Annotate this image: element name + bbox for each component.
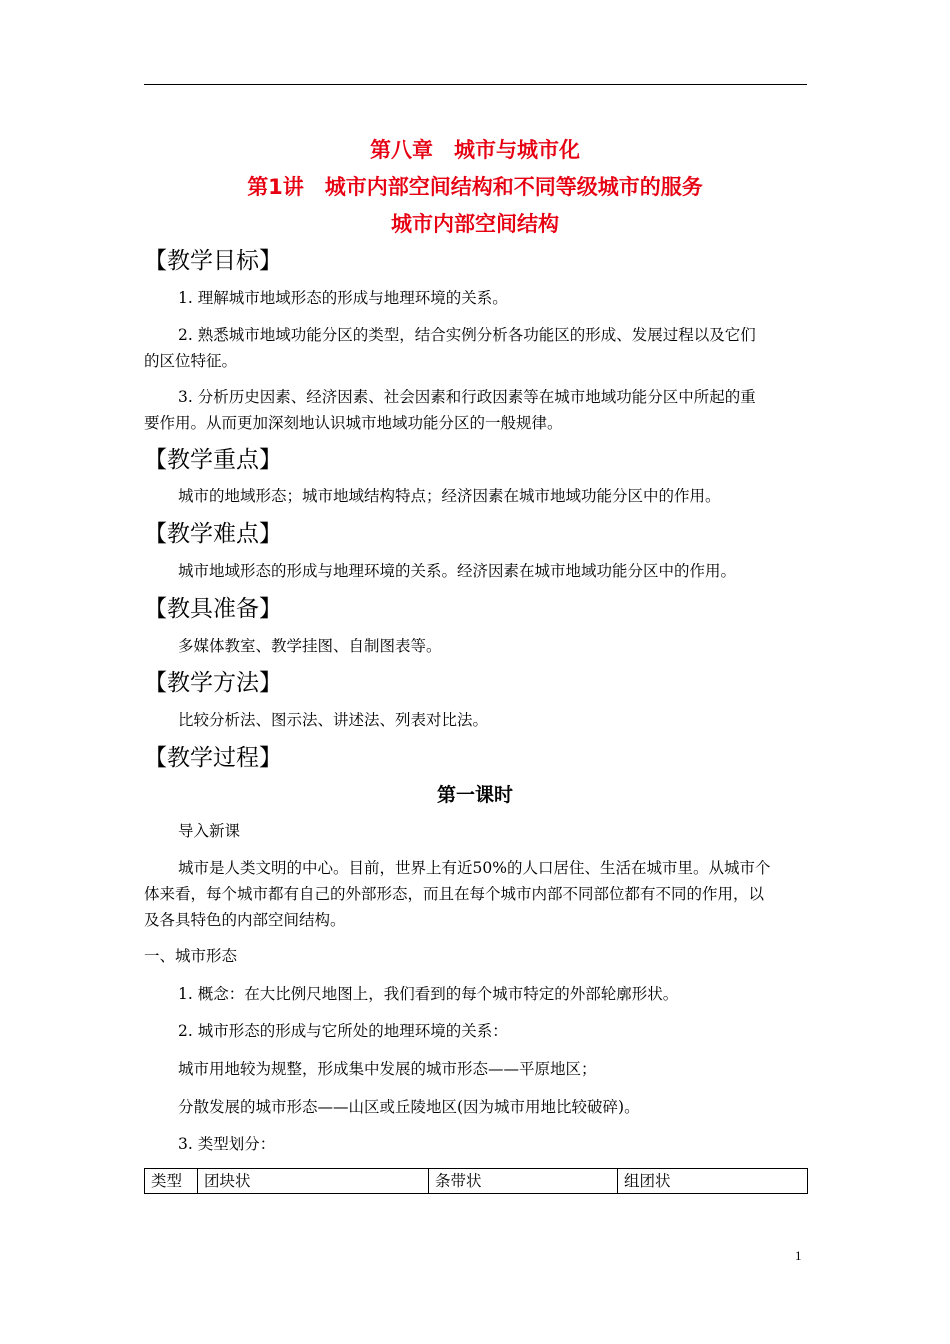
table-cell-type: 类型 (145, 1169, 198, 1194)
topic-title: 城市内部空间结构 (391, 212, 559, 236)
section-methods: 【教学方法】 (144, 670, 282, 696)
table-cell-strip: 条带状 (429, 1169, 618, 1194)
intro-label: 导入新课 (178, 822, 241, 840)
type-table (144, 1168, 808, 1194)
point-2a: 城市用地较为规整，形成集中发展的城市形态——平原地区； (178, 1060, 597, 1078)
section-objectives: 【教学目标】 (144, 248, 282, 274)
table-cell-block: 团块状 (198, 1169, 429, 1194)
objective-3-line1: 3. 分析历史因素、经济因素、社会因素和行政因素等在城市地域功能分区中所起的重 (178, 388, 756, 406)
table-row (145, 1169, 808, 1194)
intro-line-1: 城市是人类文明的中心。目前，世界上有近50%的人口居住、生活在城市里。从城市个 (178, 859, 771, 877)
heading-city-form: 一、城市形态 (144, 947, 238, 965)
point-2: 2. 城市形态的形成与它所处的地理环境的关系： (178, 1022, 508, 1040)
section-key-points: 【教学重点】 (144, 447, 282, 473)
objective-1: 1. 理解城市地域形态的形成与地理环境的关系。 (178, 289, 508, 307)
section-difficulties: 【教学难点】 (144, 521, 282, 547)
difficulties-text: 城市地域形态的形成与地理环境的关系。经济因素在城市地域功能分区中的作用。 (178, 562, 737, 580)
section-materials: 【教具准备】 (144, 596, 282, 622)
point-2b: 分散发展的城市形态——山区或丘陵地区(因为城市用地比较破碎)。 (178, 1098, 640, 1116)
methods-text: 比较分析法、图示法、讲述法、列表对比法。 (178, 711, 489, 729)
intro-line-3: 及各具特色的内部空间结构。 (144, 911, 346, 929)
header-rule (144, 84, 807, 85)
lecture-title: 第1讲 城市内部空间结构和不同等级城市的服务 (247, 175, 703, 199)
materials-text: 多媒体教室、教学挂图、自制图表等。 (178, 637, 442, 655)
chapter-title: 第八章 城市与城市化 (370, 138, 580, 162)
objective-2-line1: 2. 熟悉城市地域功能分区的类型，结合实例分析各功能区的形成、发展过程以及它们 (178, 326, 756, 344)
key-points-text: 城市的地域形态；城市地域结构特点；经济因素在城市地域功能分区中的作用。 (178, 487, 721, 505)
intro-line-2: 体来看，每个城市都有自己的外部形态，而且在每个城市内部不同部位都有不同的作用，以 (144, 885, 765, 903)
page-number: 1 (795, 1248, 802, 1263)
objective-2-line2: 的区位特征。 (144, 352, 238, 370)
point-1: 1. 概念：在大比例尺地图上，我们看到的每个城市特定的外部轮廓形状。 (178, 985, 679, 1003)
objective-3-line2: 要作用。从而更加深刻地认识城市地域功能分区的一般规律。 (144, 414, 563, 432)
lesson-title: 第一课时 (436, 784, 513, 806)
table-cell-cluster: 组团状 (618, 1169, 808, 1194)
section-process: 【教学过程】 (144, 745, 282, 771)
point-3: 3. 类型划分： (178, 1135, 276, 1153)
